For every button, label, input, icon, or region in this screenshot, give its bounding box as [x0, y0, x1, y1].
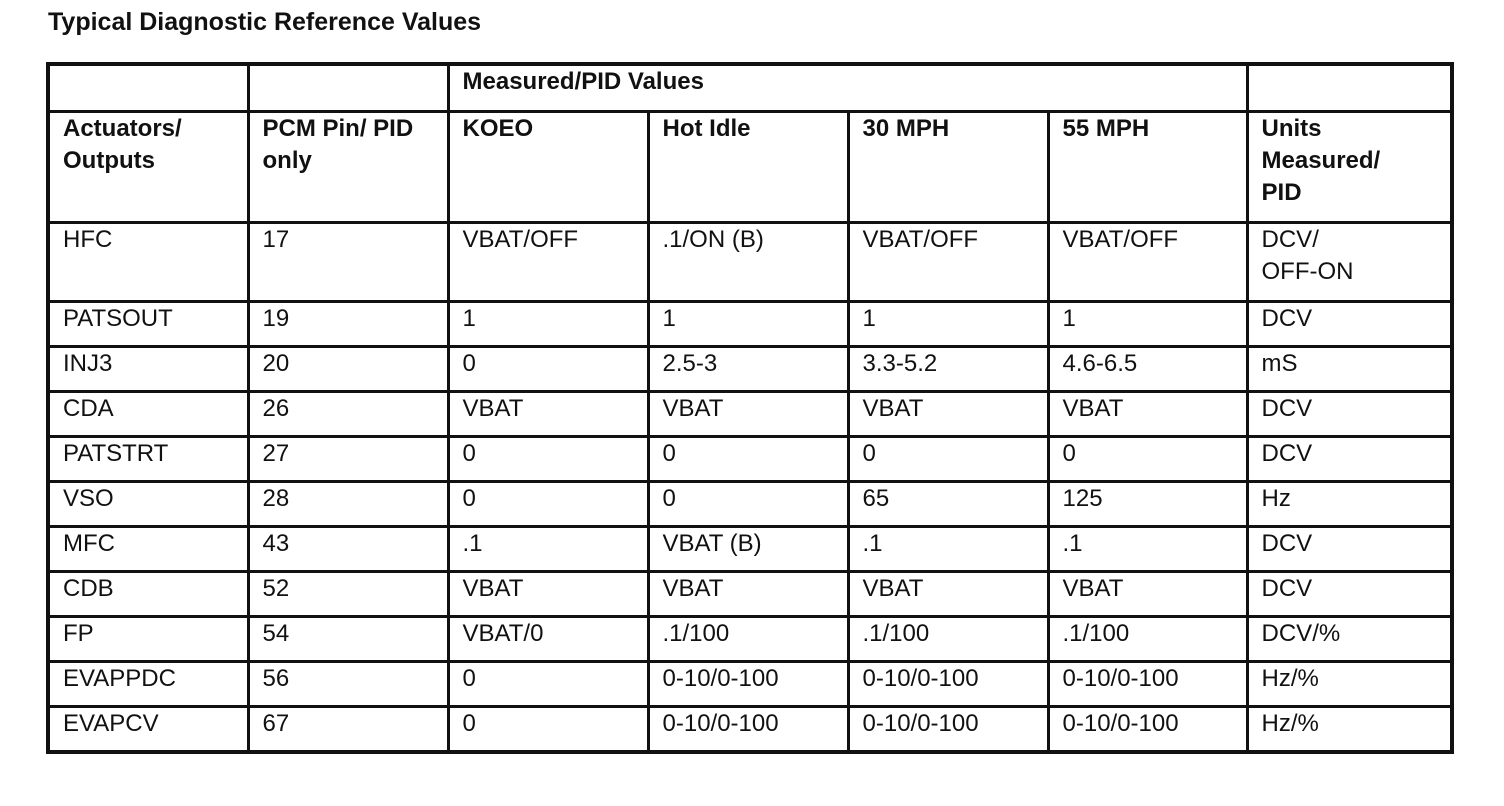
actuator-cell: PATSTRT	[48, 437, 248, 482]
pcm-pin-cell: 56	[248, 662, 448, 707]
hot-idle-value-cell: VBAT	[648, 572, 848, 617]
hot-idle-value-cell: .1/100	[648, 617, 848, 662]
units-cell: DCV/%	[1247, 617, 1452, 662]
pcm-pin-cell: 67	[248, 707, 448, 753]
column-header-row	[48, 112, 1452, 223]
mph30-value-cell: VBAT/OFF	[848, 223, 1048, 302]
mph30-value-cell: VBAT	[848, 572, 1048, 617]
reference-values-table	[46, 62, 1454, 754]
header-blank-cell	[248, 64, 448, 112]
hot-idle-value-cell: VBAT	[648, 392, 848, 437]
koeo-value-cell: 1	[448, 302, 648, 347]
pcm-pin-cell: 27	[248, 437, 448, 482]
mph55-value-cell: 4.6-6.5	[1048, 347, 1247, 392]
mph30-value-cell: .1	[848, 527, 1048, 572]
pcm-pin-cell: 17	[248, 223, 448, 302]
koeo-value-cell: 0	[448, 482, 648, 527]
table-row	[48, 572, 1452, 617]
mph55-value-cell: 0-10/0-100	[1048, 662, 1247, 707]
hot-idle-value-cell: 0-10/0-100	[648, 707, 848, 753]
table-row	[48, 223, 1452, 302]
column-header-pcm-pin: PCM Pin/ PID only	[248, 112, 448, 223]
actuator-cell: EVAPCV	[48, 707, 248, 753]
mph30-value-cell: 0	[848, 437, 1048, 482]
mph55-value-cell: VBAT/OFF	[1048, 223, 1247, 302]
koeo-value-cell: 0	[448, 347, 648, 392]
mph55-value-cell: 0-10/0-100	[1048, 707, 1247, 753]
actuator-cell: PATSOUT	[48, 302, 248, 347]
mph55-value-cell: .1/100	[1048, 617, 1247, 662]
pcm-pin-cell: 26	[248, 392, 448, 437]
mph30-value-cell: VBAT	[848, 392, 1048, 437]
mph55-value-cell: VBAT	[1048, 392, 1247, 437]
group-header-row	[48, 64, 1452, 112]
mph55-value-cell: .1	[1048, 527, 1247, 572]
actuator-cell: FP	[48, 617, 248, 662]
koeo-value-cell: 0	[448, 437, 648, 482]
mph55-value-cell: 1	[1048, 302, 1247, 347]
actuator-cell: EVAPPDC	[48, 662, 248, 707]
column-header-actuators-outputs: Actuators/ Outputs	[48, 112, 248, 223]
hot-idle-value-cell: .1/ON (B)	[648, 223, 848, 302]
hot-idle-value-cell: 0	[648, 482, 848, 527]
mph30-value-cell: .1/100	[848, 617, 1048, 662]
hot-idle-value-cell: 2.5-3	[648, 347, 848, 392]
units-cell: DCV	[1247, 527, 1452, 572]
actuator-cell: MFC	[48, 527, 248, 572]
table-row	[48, 617, 1452, 662]
pcm-pin-cell: 20	[248, 347, 448, 392]
koeo-value-cell: VBAT/OFF	[448, 223, 648, 302]
table-row	[48, 347, 1452, 392]
pcm-pin-cell: 52	[248, 572, 448, 617]
units-cell: DCV/ OFF-ON	[1247, 223, 1452, 302]
hot-idle-value-cell: 0-10/0-100	[648, 662, 848, 707]
pcm-pin-cell: 19	[248, 302, 448, 347]
units-cell: mS	[1247, 347, 1452, 392]
pcm-pin-cell: 54	[248, 617, 448, 662]
mph30-value-cell: 0-10/0-100	[848, 662, 1048, 707]
units-cell: DCV	[1247, 572, 1452, 617]
mph30-value-cell: 3.3-5.2	[848, 347, 1048, 392]
units-cell: DCV	[1247, 302, 1452, 347]
table-row	[48, 707, 1452, 753]
actuator-cell: INJ3	[48, 347, 248, 392]
actuator-cell: HFC	[48, 223, 248, 302]
units-cell: Hz	[1247, 482, 1452, 527]
column-header-koeo: KOEO	[448, 112, 648, 223]
column-header-55-mph: 55 MPH	[1048, 112, 1247, 223]
table-row	[48, 392, 1452, 437]
mph55-value-cell: VBAT	[1048, 572, 1247, 617]
column-header-30-mph: 30 MPH	[848, 112, 1048, 223]
mph30-value-cell: 1	[848, 302, 1048, 347]
column-header-hot-idle: Hot Idle	[648, 112, 848, 223]
koeo-value-cell: VBAT/0	[448, 617, 648, 662]
mph55-value-cell: 125	[1048, 482, 1247, 527]
hot-idle-value-cell: 1	[648, 302, 848, 347]
koeo-value-cell: 0	[448, 662, 648, 707]
measured-pid-values-header: Measured/PID Values	[448, 64, 1247, 112]
table-row	[48, 302, 1452, 347]
pcm-pin-cell: 28	[248, 482, 448, 527]
koeo-value-cell: .1	[448, 527, 648, 572]
table-row	[48, 437, 1452, 482]
koeo-value-cell: 0	[448, 707, 648, 753]
koeo-value-cell: VBAT	[448, 392, 648, 437]
pcm-pin-cell: 43	[248, 527, 448, 572]
actuator-cell: CDA	[48, 392, 248, 437]
header-blank-cell	[48, 64, 248, 112]
koeo-value-cell: VBAT	[448, 572, 648, 617]
actuator-cell: VSO	[48, 482, 248, 527]
hot-idle-value-cell: VBAT (B)	[648, 527, 848, 572]
table-row	[48, 662, 1452, 707]
mph30-value-cell: 65	[848, 482, 1048, 527]
table-body	[48, 223, 1452, 753]
units-cell: DCV	[1247, 437, 1452, 482]
hot-idle-value-cell: 0	[648, 437, 848, 482]
units-cell: DCV	[1247, 392, 1452, 437]
document-title: Typical Diagnostic Reference Values	[48, 8, 482, 36]
table-row	[48, 527, 1452, 572]
actuator-cell: CDB	[48, 572, 248, 617]
mph55-value-cell: 0	[1048, 437, 1247, 482]
units-cell: Hz/%	[1247, 707, 1452, 753]
header-blank-cell	[1247, 64, 1452, 112]
column-header-units: Units Measured/ PID	[1247, 112, 1452, 223]
units-cell: Hz/%	[1247, 662, 1452, 707]
mph30-value-cell: 0-10/0-100	[848, 707, 1048, 753]
table-row	[48, 482, 1452, 527]
